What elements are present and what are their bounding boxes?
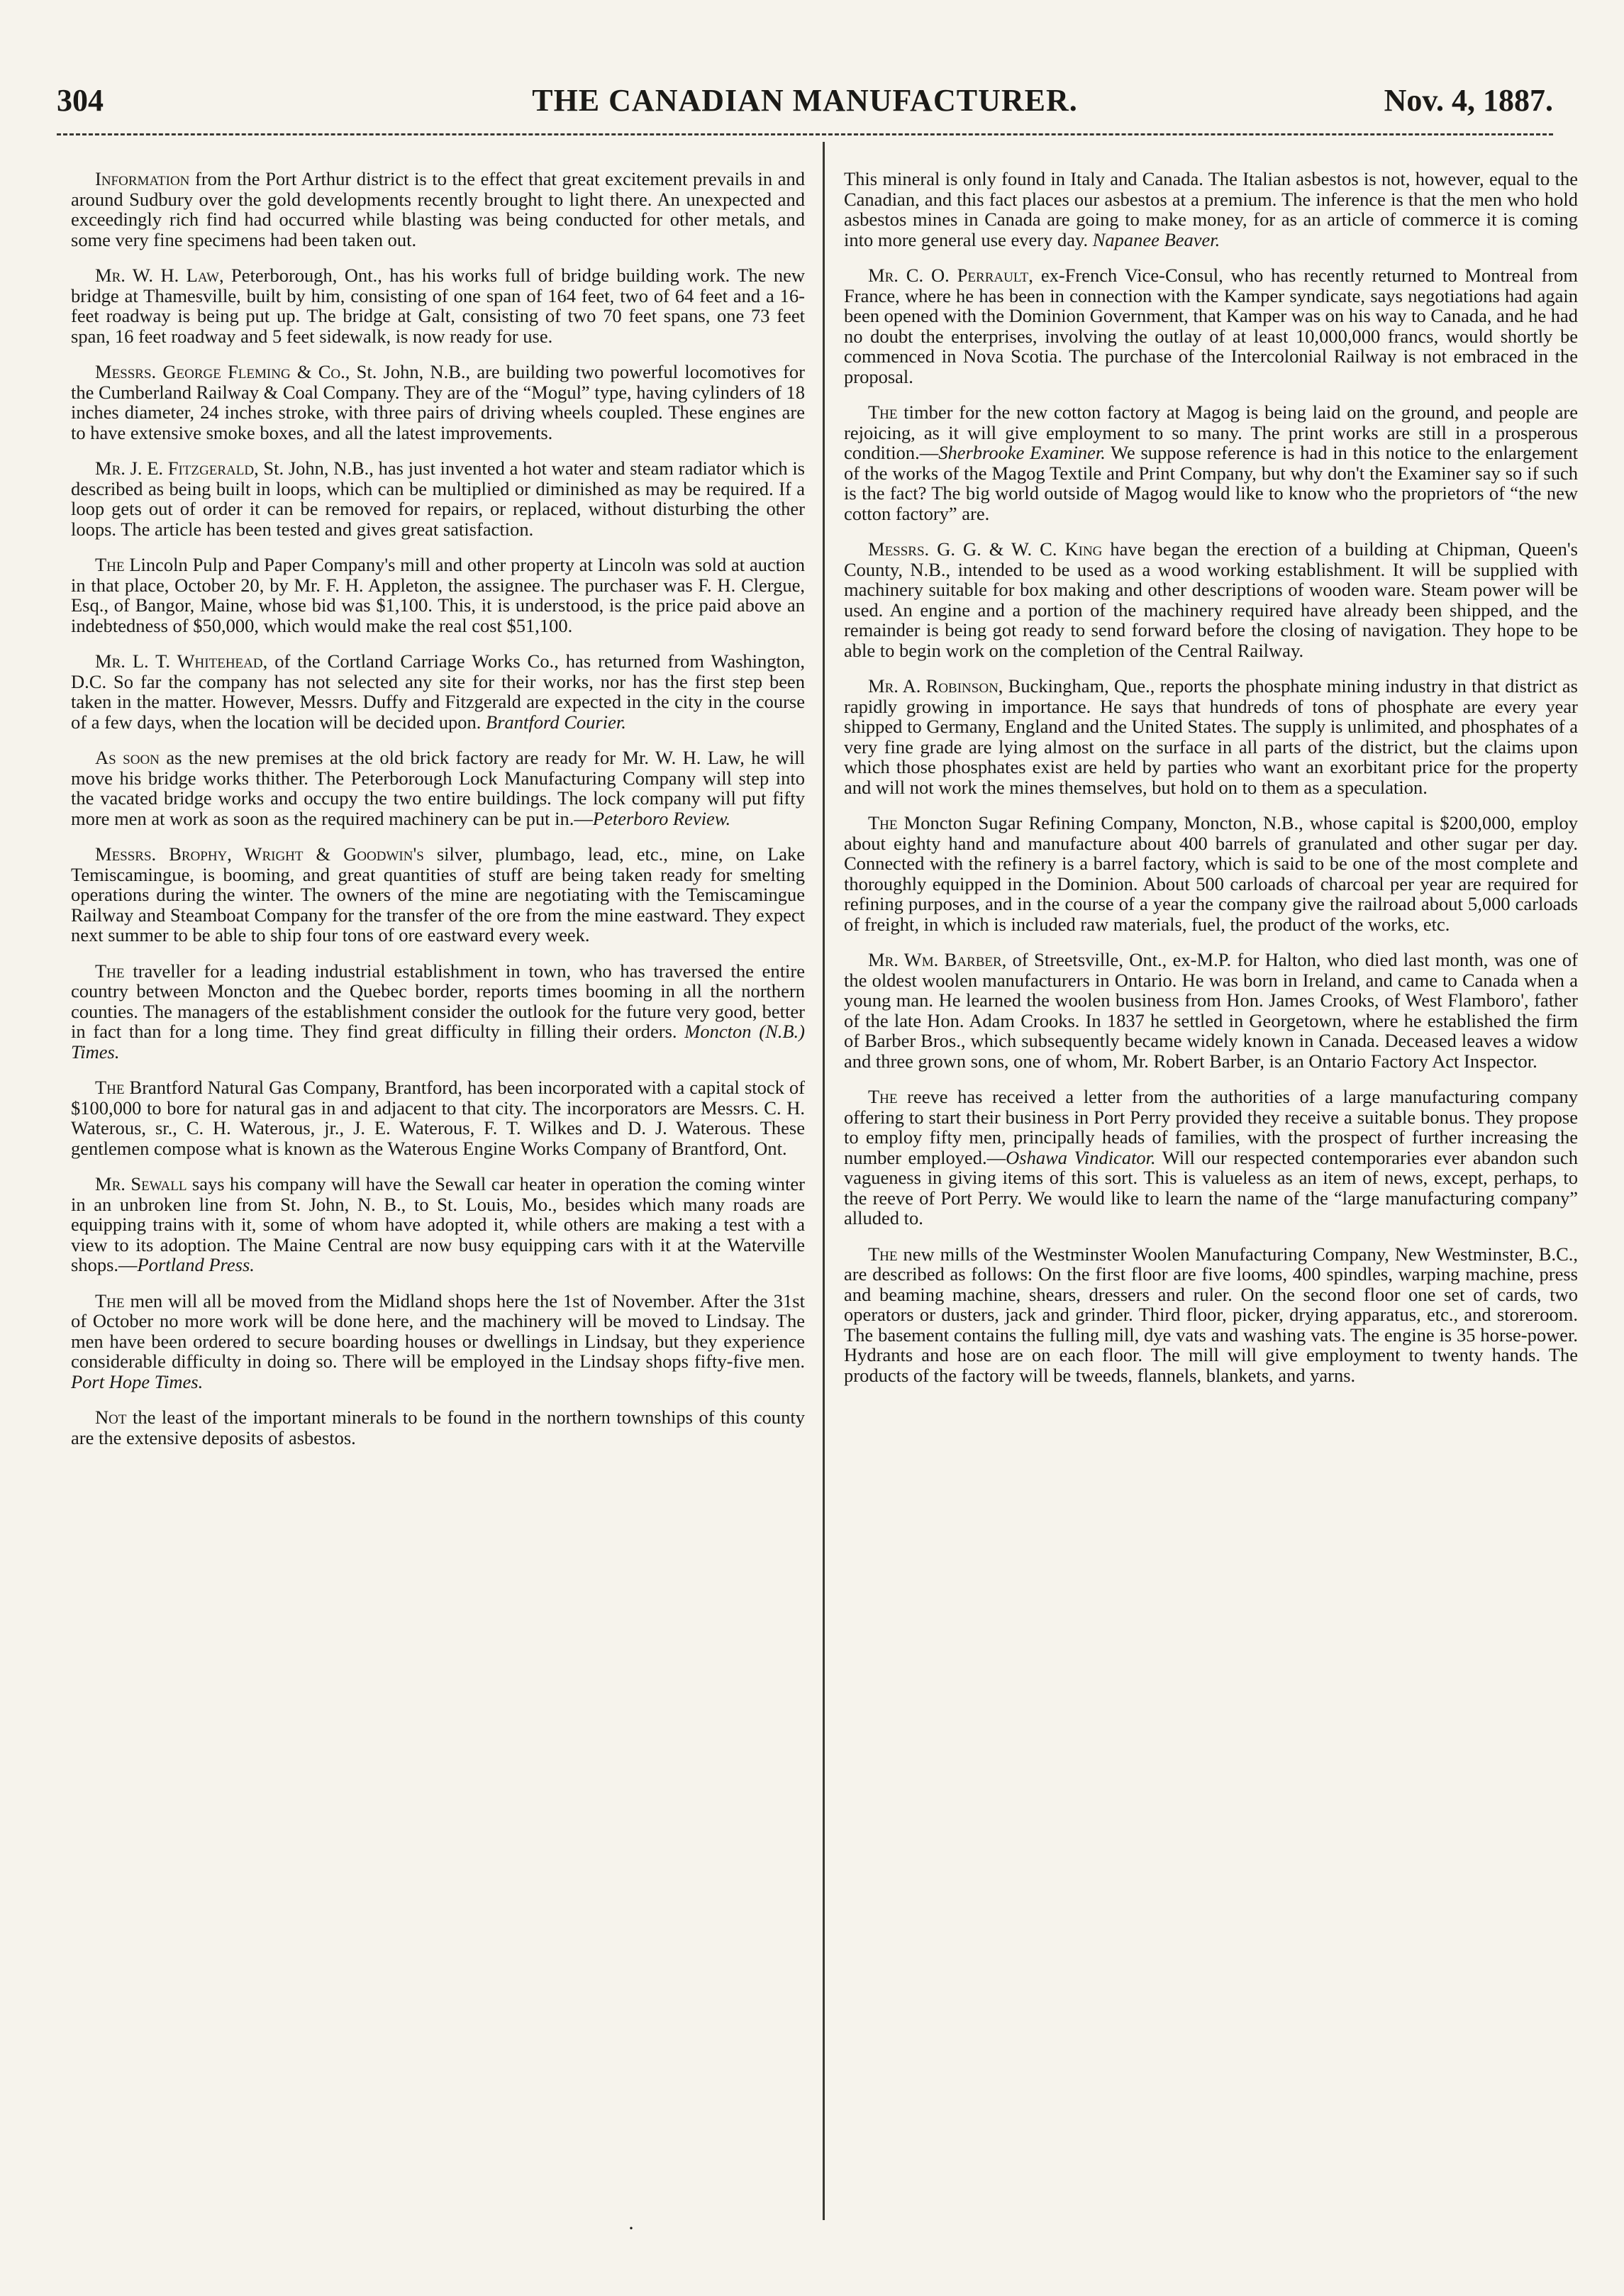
article-paragraph (71, 1407, 805, 1448)
paragraph-body: Brantford Natural Gas Company, Brantford, has been incorporated with a capital stock of $100,000 to bore for natural gas in and adjacent to that city. The incorporators are Messrs. C. H. Waterous, sr., C. H. Waterous, jr., J. E. Waterous, F. T. Wilkes and D. J. Waterous. These gentlemen compose what is known as the Waterous Engine Works Company of Brantford, Ont. (71, 1077, 805, 1159)
paragraph-lead: Mr. Sewall (95, 1173, 187, 1194)
paragraph-lead: Mr. L. T. Whitehead (95, 650, 263, 672)
paragraph-lead: Not (95, 1407, 127, 1428)
paragraph-lead: Mr. C. O. Perrault (868, 265, 1029, 286)
paragraph-lead: Mr. W. H. Law (95, 265, 219, 286)
article-paragraph (844, 169, 1578, 250)
page-dot-mark: · (628, 2217, 635, 2240)
paragraph-body: , St. John, N.B., has just invented a hot water and steam radiator which is described as being built in loops, which can be multiplied or diminished as may be required. If a loop gets out of order it can be removed for repairs, or replaced, without disturbing the other loops. The article has been tested and gives great satisfaction. (71, 457, 805, 540)
paragraph-lead: The (868, 1086, 898, 1107)
article-paragraph (71, 748, 805, 828)
paragraph-body: the least of the important minerals to be found in the northern townships of this county are the extensive deposits of asbestos. (71, 1407, 805, 1448)
article-paragraph (71, 961, 805, 1063)
page-number: 304 (57, 83, 104, 118)
paragraph-body: This mineral is only found in Italy and Canada. The Italian asbestos is not, however, equal to the Canadian, and this fact places our asbestos at a premium. The inference is that the men who hold asbestos mines in Canada are going to make money, for as an article of commerce it is coming into more general use every day. (844, 169, 1578, 250)
paragraph-body: reeve has received a letter from the authorities of a large manufacturing company offering to start their business in Port Perry provided they receive a suitable bonus. They propose to employ fifty men, principally heads of families, with the prospect of further increasing the number employed.— (844, 1086, 1578, 1168)
paragraph-lead: Information (95, 169, 190, 189)
paragraph-body: , of Streetsville, Ont., ex-M.P. for Halton, who died last month, was one of the oldest woolen manufacturers in Ontario. He was born in Ireland, and came to Canada when a young man. He learned the woolen business from Hon. James Crooks, of West Flamboro', father of the late Hon. Adam Crooks. In 1837 he settled in Georgetown, where he established the firm of Barber Bros., which subsequently became widely known in Canada. Deceased leaves a widow and three grown sons, one of whom, Mr. Robert Barber, is an Ontario Factory Act Inspector. (844, 949, 1578, 1072)
source-citation: Brantford Courier. (486, 711, 626, 733)
paragraph-body: Lincoln Pulp and Paper Company's mill and other property at Lincoln was sold at auction in that place, October 20, by Mr. F. H. Appleton, the assignee. The purchaser was F. H. Clergue, Esq., of Bangor, Maine, whose bid was $1,100. This, it is understood, is the price paid above an indebtedness of $50,000, which would make the real cost $51,100. (71, 554, 805, 636)
issue-date: Nov. 4, 1887. (1384, 83, 1553, 118)
article-paragraph (844, 676, 1578, 797)
paragraph-lead: The (868, 812, 898, 833)
article-paragraph (71, 458, 805, 539)
article-paragraph (844, 402, 1578, 523)
source-citation: Sherbrooke Examiner. (938, 442, 1106, 463)
article-paragraph (71, 169, 805, 250)
paragraph-body: , Peterborough, Ont., has his works full of bridge building work. The new bridge at Thamesville, built by him, consisting of one span of 164 feet, two of 64 feet and a 16-feet roadway is being put up. The bridge at Galt, consisting of two 70 feet spans, one 73 feet span, 16 feet roadway and 5 feet sidewalk, is now ready for use. (71, 265, 805, 347)
article-paragraph (71, 265, 805, 346)
paragraph-body: men will all be moved from the Midland shops here the 1st of November. After the 31st of October no more work will be done here, and the machinery will be moved to Lindsay. The men have been ordered to secure boarding houses or dwellings in Lindsay, but they experience considerable difficulty in doing so. There will be employed in the Lindsay shops fifty-five men. (71, 1290, 805, 1372)
paragraph-body: , of the Cortland Carriage Works Co., has returned from Washington, D.C. So far the company has not selected any site for their works, nor has the first step been taken in the matter. However, Messrs. Duffy and Fitzgerald are expected in the city in the course of a few days, when the location will be decided upon. (71, 650, 805, 733)
paragraph-body: , St. John, N.B., are building two powerful locomotives for the Cumberland Railway & Coal Company. They are of the “Mogul” type, having cylinders of 18 inches diameter, 24 inches stroke, with three pairs of driving wheels coupled. These engines are to have extensive smoke boxes, and all the latest improvements. (71, 361, 805, 443)
paragraph-lead: The (95, 1077, 125, 1098)
paragraph-body: silver, plumbago, lead, etc., mine, on Lake Temiscamingue, is booming, and great quantities of stuff are being taken ready for smelting operations during the winter. The owners of the mine are negotiating with the Temiscamingue Railway and Steamboat Company for the transfer of the ore from the mine eastward. They expect next summer to be able to ship four tons of ore eastward every week. (71, 843, 805, 945)
source-citation: Peterboro Review. (592, 807, 731, 829)
paragraph-tail: Will our respected contemporaries ever abandon such vagueness in giving items of this sort. This is valueless as an item of news, except, perhaps, to the reeve of Port Perry. We would like to learn the name of the “large manufacturing company” alluded to. (844, 1146, 1578, 1229)
paragraph-body: , Buckingham, Que., reports the phosphate mining industry in that district as rapidly growing in importance. He says that hundreds of tons of phosphate are every year shipped to Germany, England and the United States. The supply is unlimited, and phosphates of a very fine grade are lying almost on the surface in all parts of the district, but the claims upon which those phosphates exist are held by parties who want an exorbitant price for the property and will not work the mines themselves, but hold on to them as a speculation. (844, 675, 1578, 798)
paragraph-body: from the Port Arthur district is to the effect that great excitement prevails in and around Sudbury over the gold developments recently brought to light there. An unexpected and exceedingly rich find had occurred while blasting was being conducted for other metals, and some very fine specimens had been taken out. (71, 169, 805, 250)
column-divider (823, 142, 825, 2220)
article-paragraph (844, 813, 1578, 934)
article-paragraph (71, 651, 805, 732)
paragraph-body: have began the erection of a building at Chipman, Queen's County, N.B., intended to be used as a wood working establishment. It will be supplied with machinery suitable for box making and other descriptions of wooden ware. Steam power will be used. An engine and a portion of the machinery required have already been shipped, and the remainder is being got ready to send forward before the closing of navigation. They hope to be able to begin work on the completion of the Central Railway. (844, 538, 1578, 661)
paragraph-body: says his company will have the Sewall car heater in operation the coming winter in an unbroken line from St. John, N. B., to St. Louis, Mo., besides which many roads are equipping trains with it, some of whom have adopted it, while others are making a test with a view to its adoption. The Maine Central are now busy equipping cars with it at the Waterville shops.— (71, 1173, 805, 1275)
paragraph-body: traveller for a leading industrial establishment in town, who has traversed the entire country between Moncton and the Quebec border, reports times booming in all the northern counties. The managers of the establishment consider the outlook for the future very good, better in fact than for a long time. They find great difficulty in filling their orders. (71, 960, 805, 1042)
article-paragraph (844, 1244, 1578, 1386)
publication-title: THE CANADIAN MANUFACTURER. (532, 83, 1078, 118)
article-paragraph (71, 1174, 805, 1275)
article-paragraph (844, 1087, 1578, 1229)
paragraph-lead: The (95, 554, 125, 575)
source-citation: Portland Press. (137, 1254, 255, 1275)
paragraph-lead: The (95, 1290, 125, 1311)
paragraph-body: as the new premises at the old brick factory are ready for Mr. W. H. Law, he will move his bridge works thither. The Peterborough Lock Manufacturing Company will step into the vacated bridge works and occupy the two entire buildings. The lock company will put fifty more men at work as soon as the required machinery can be put in.— (71, 747, 805, 829)
paragraph-lead: Messrs. Brophy, Wright & Goodwin's (95, 843, 424, 865)
paragraph-lead: Mr. A. Robinson (868, 675, 999, 697)
paragraph-body: timber for the new cotton factory at Magog is being laid on the ground, and people are rejoicing, as it will give employment to so many. The print works are still in a prosperous condition.— (844, 401, 1578, 463)
left-column (71, 169, 805, 2240)
paragraph-lead: As soon (95, 747, 160, 768)
paragraph-lead: The (868, 1243, 898, 1265)
right-column (844, 169, 1578, 2240)
paragraph-tail: We suppose reference is had in this notice to the enlargement of the works of the Magog Textile and Print Company, but why don't the Examiner say so if such is the fact? The big world outside of Magog would like to know who the proprietors of “the new cotton factory” are. (844, 442, 1578, 524)
article-paragraph (71, 1077, 805, 1158)
article-paragraph (71, 1291, 805, 1392)
article-paragraph (844, 539, 1578, 660)
source-citation: Oshawa Vindicator. (1006, 1146, 1156, 1168)
paragraph-lead: The (95, 960, 125, 982)
header-rule (57, 133, 1553, 135)
article-paragraph (71, 362, 805, 443)
article-paragraph (844, 950, 1578, 1071)
paragraph-body: Moncton Sugar Refining Company, Moncton, N.B., whose capital is $200,000, employ about eighty hand and manufacture about 400 barrels of granulated and other sugar per day. Connected with the refinery is a barrel factory, which is said to be one of the most complete and thoroughly equipped in the Dominion. About 500 carloads of charcoal per year are required for refining purposes, and in the course of a year the company give the railroad about 5,000 carloads of freight, in which is included raw materials, fuel, the product of the works, etc. (844, 812, 1578, 935)
article-paragraph (71, 844, 805, 945)
paragraph-body: new mills of the Westminster Woolen Manufacturing Company, New Westminster, B.C., are described as follows: On the first floor are five looms, 400 spindles, warping machine, press and beaming machine, shears, dressers and ruler. On the second floor one set of cards, two operators or dusters, jack and grinder. Third floor, picker, drying apparatus, etc., and storeroom. The basement contains the fulling mill, dye vats and washing vats. The engine is 35 horse-power. Hydrants and hose are on each floor. The mill will give employment to twenty hands. The products of the factory will be tweeds, flannels, blankets, and yarns. (844, 1243, 1578, 1386)
source-citation: Napanee Beaver. (1092, 228, 1220, 250)
paragraph-lead: Mr. J. E. Fitzgerald (95, 457, 255, 479)
paragraph-body: , ex-French Vice-Consul, who has recently returned to Montreal from France, where he has been in connection with the Kamper syndicate, says negotiations had again been opened with the Dominion Government, that Kamper was on his way to Canada, and he had no doubt the enterprises, involving the outlay of at least 10,000,000 francs, would shortly be commenced in Nova Scotia. The purchase of the Intercolonial Railway is not embraced in the proposal. (844, 265, 1578, 387)
paragraph-lead: Messrs. George Fleming & Co. (95, 361, 345, 382)
paragraph-lead: Mr. Wm. Barber (868, 949, 1002, 970)
article-paragraph (844, 265, 1578, 387)
source-citation: Port Hope Times. (71, 1370, 204, 1392)
source-citation: Moncton (N.B.) Times. (71, 1021, 805, 1063)
paragraph-lead: Messrs. G. G. & W. C. King (868, 538, 1103, 560)
paragraph-lead: The (868, 401, 898, 423)
page-header (57, 77, 1553, 128)
article-paragraph (71, 555, 805, 636)
